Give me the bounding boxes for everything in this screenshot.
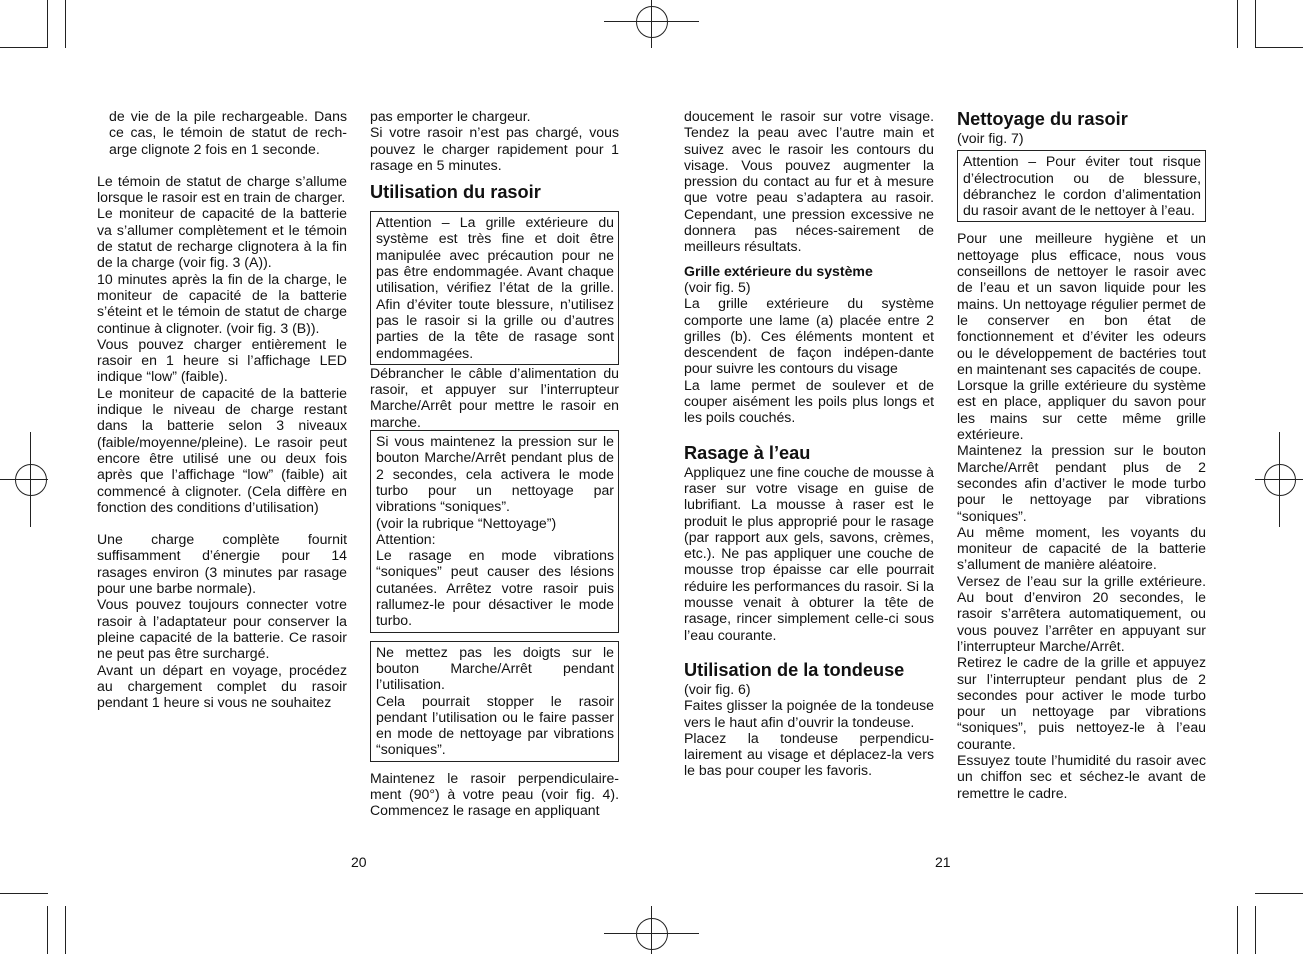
box-text: Le rasage en mode vibrations “soniques” peut causer des lésions cutanées. Arrêtez votre rasoir puis rallumez-le pour désactiver le mode turbo. [376, 547, 614, 629]
paragraph: Versez de l’eau sur la grille extérieure. Au bout d’environ 20 secondes, le rasoir s’arrêtera automatiquement, ou vous pouvez l’arrêter en appuyant sur l’interrupteur Marche/Arrêt. [957, 572, 1206, 654]
paragraph: Retirez le cadre de la grille et appuyez sur l’interrupteur pendant plus de 2 secondes pour activer le mode turbo pour un nettoyage par vibrations “soniques”, puis nettoyez-le à l’eau courante. [957, 654, 1206, 752]
column-4 [957, 108, 1206, 801]
warning-box [957, 150, 1206, 222]
column-3 [684, 108, 934, 779]
paragraph: La grille extérieure du système comporte une lame (a) placée entre 2 grilles (b). Ces éléments montent et descendent de façon indépen-dante pour suivre les contours du visage [684, 295, 934, 377]
box-text: Si vous maintenez la pression sur le bouton Marche/Arrêt pendant plus de 2 secondes, cela activera le mode turbo pour un nettoyage par vibrations “soniques”. [376, 433, 614, 515]
paragraph: Le témoin de statut de charge s’allume lorsque le rasoir est en train de charger. [97, 172, 347, 206]
column-2 [370, 108, 619, 819]
paragraph: Débrancher le câble d’alimentation du rasoir, et appuyer sur l’interrupteur Marche/Arrêt pour mettre le rasoir en marche. [370, 364, 619, 430]
paragraph: Maintenez le rasoir perpendiculaire-ment (90°) à votre peau (voir fig. 4). Commencez le rasage en appliquant [370, 769, 619, 819]
paragraph: Appliquez une fine couche de mousse à raser sur votre visage en guise de lubrifiant. La mousse à raser est le produit le plus approprié pour le rasage (par rapport aux gels, savons, crèmes, etc.). Ne pas appliquer une couche de mousse trop épaisse car elle pourrait réduire les performances du rasoir. Si la mousse venait à obturer la tête de rasage, rincer simplement celle-ci sous l’eau courante. [684, 463, 934, 643]
turbo-note-box [370, 430, 619, 633]
finger-warning-box [370, 641, 619, 762]
paragraph: Au même moment, les voyants du moniteur de capacité de la batterie s’allument de manière aléatoire. [957, 523, 1206, 573]
paragraph: Avant un départ en voyage, procédez au chargement complet du rasoir pendant 1 heure si vous ne souhaitez [97, 661, 347, 711]
paragraph: Placez la tondeuse perpendicu-lairement au visage et déplacez-la vers le bas pour couper les favoris. [684, 729, 934, 779]
section-heading: Utilisation de la tondeuse [684, 659, 905, 680]
column-1 [97, 108, 347, 710]
box-text: Attention – Pour éviter tout risque d’électrocution ou de blessure, débranchez le cordon d’alimentation du rasoir avant de le nettoyer à l’eau. [963, 153, 1201, 219]
paragraph: Vous pouvez toujours connecter votre rasoir à l’adaptateur pour conserver la pleine capacité de la batterie. Ce rasoir ne peut pas être surchargé. [97, 596, 347, 662]
page-number-left: 20 [351, 854, 367, 870]
paragraph: Lorsque la grille extérieure du système est en place, appliquer du savon pour les mains sur cette même grille extérieure. [957, 377, 1206, 443]
box-text: Cela pourrait stopper le rasoir pendant l’utilisation ou le faire passer en mode de nettoyage par vibrations “soniques”. [376, 692, 614, 758]
section-heading: Utilisation du rasoir [370, 182, 541, 203]
box-text: (voir la rubrique “Nettoyage”) [376, 514, 557, 531]
box-text: Attention – La grille extérieure du système est très fine et doit être manipulée avec précaution pour ne pas être endommagée. Avant chaque utilisation, vérifiez l’état de la grille. Afin d’éviter toute blessure, n’utilisez pas le rasoir si la grille ou d’autres parties de la tête de rasage sont endommagées. [376, 214, 614, 361]
warning-box [370, 211, 619, 365]
paragraph: (voir fig. 7) [957, 130, 1024, 146]
box-text: Attention: [376, 530, 436, 547]
subheading: Grille extérieure du système [684, 262, 873, 279]
paragraph: Maintenez la pression sur le bouton Marche/Arrêt pendant plus de 2 secondes afin d’activer le mode turbo pour le nettoyage par vibrations “soniques”. [957, 442, 1206, 524]
paragraph: Vous pouvez charger entièrement le rasoir en 1 heure si l’affichage LED indique “low” (faible). [97, 335, 347, 385]
paragraph: (voir fig. 6) [684, 680, 751, 697]
paragraph: La lame permet de soulever et de couper aisément les poils plus longs et les poils couchés. [684, 376, 934, 426]
paragraph: Une charge complète fournit suffisamment d’énergie pour 14 rasages environ (3 minutes par rasage pour une barbe normale). [97, 531, 347, 597]
paragraph: (voir fig. 5) [684, 278, 751, 295]
paragraph: Le moniteur de capacité de la batterie va s’allumer complètement et le témoin de statut de recharge clignotera à la fin de la charge (voir fig. 3 (A)). [97, 205, 347, 271]
paragraph: Pour une meilleure hygiène et un nettoyage plus efficace, nous vous conseillons de nettoyer le rasoir avec de l’eau et un savon liquide pour les mains. Un nettoyage régulier permet de le conserver en bon état de fonctionnement et d’éviter les odeurs ou le développement de bactéries tout en maintenant ses capacités de coupe. [957, 230, 1206, 377]
paragraph: 10 minutes après la fin de la charge, le moniteur de capacité de la batterie s’éteint et le témoin de statut de charge continue à clignoter. (voir fig. 3 (B)). [97, 270, 347, 336]
section-heading: Nettoyage du rasoir [957, 109, 1128, 129]
paragraph: Faites glisser la poignée de la tondeuse vers le haut afin d’ouvrir la tondeuse. [684, 697, 934, 730]
paragraph: Essuyez toute l’humidité du rasoir avec un chiffon sec et séchez-le avant de remettre le cadre. [957, 751, 1206, 801]
section-heading: Rasage à l’eau [684, 442, 811, 463]
paragraph: doucement le rasoir sur votre visage. Tendez la peau avec l’autre main et suivez avec le rasoir les contours du visage. Vous pouvez augmenter la pression du contact au fur et à mesure que votre peau s’adaptera au rasoir. Cependant, une pression excessive ne donnera pas néces-sairement de meilleurs résultats. [684, 108, 934, 255]
paragraph: pas emporter le chargeur. [370, 108, 531, 124]
paragraph: Le moniteur de capacité de la batterie indique le niveau de charge restant dans la batterie selon 3 niveaux (faible/moyenne/pleine). Le rasoir peut encore être utilisé une ou deux fois après que l’affichage “low” (faible) ait commencé à clignoter. (Cela diffère en fonction des conditions d’utilisation) [97, 384, 347, 515]
page-number-right: 21 [935, 854, 951, 870]
paragraph: Si votre rasoir n’est pas chargé, vous pouvez le charger rapidement pour 1 rasage en 5 minutes. [370, 124, 619, 173]
paragraph: de vie de la pile rechargeable. Dans ce cas, le témoin de statut de rech-arge clignote 2 fois en 1 seconde. [109, 108, 347, 157]
box-text: Ne mettez pas les doigts sur le bouton Marche/Arrêt pendant l’utilisation. [376, 643, 614, 693]
